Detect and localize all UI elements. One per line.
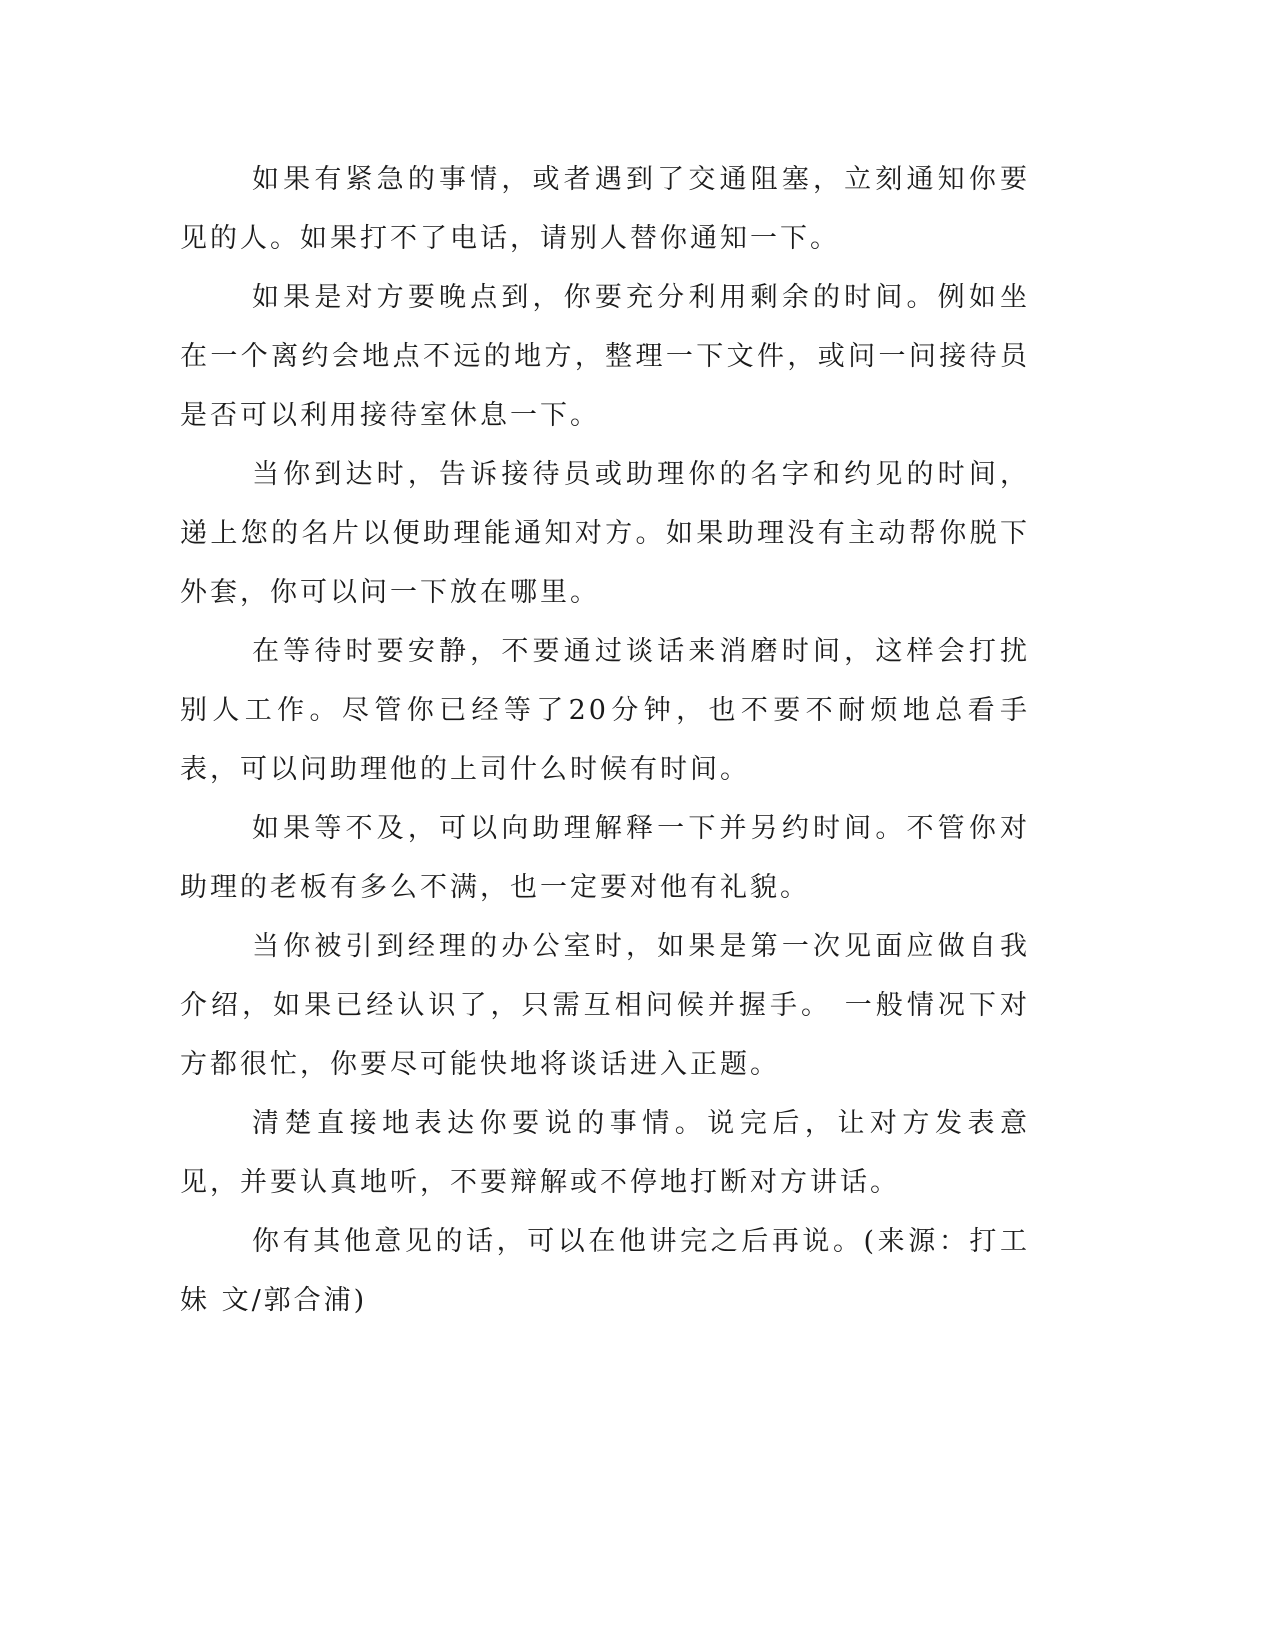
paragraph-7: 清楚直接地表达你要说的事情。说完后，让对方发表意见，并要认真地听，不要辩解或不停地打断对方讲话。 [180, 1108, 1030, 1198]
paragraph-1: 如果有紧急的事情，或者遇到了交通阻塞，立刻通知你要见的人。如果打不了电话，请别人替你通知一下。 [180, 164, 1030, 254]
paragraph-5: 如果等不及，可以向助理解释一下并另约时间。不管你对助理的老板有多么不满，也一定要对他有礼貌。 [180, 813, 1030, 903]
paragraph-6: 当你被引到经理的办公室时，如果是第一次见面应做自我介绍，如果已经认识了，只需互相问候并握手。 一般情况下对方都很忙，你要尽可能快地将谈话进入正题。 [180, 931, 1030, 1080]
paragraph-2: 如果是对方要晚点到，你要充分利用剩余的时间。例如坐在一个离约会地点不远的地方，整理一下文件，或问一问接待员是否可以利用接待室休息一下。 [180, 282, 1030, 431]
paragraph-4: 在等待时要安静，不要通过谈话来消磨时间，这样会打扰别人工作。尽管你已经等了20分钟，也不要不耐烦地总看手表，可以问助理他的上司什么时候有时间。 [180, 636, 1030, 785]
paragraph-3: 当你到达时，告诉接待员或助理你的名字和约见的时间，递上您的名片以便助理能通知对方。如果助理没有主动帮你脱下外套，你可以问一下放在哪里。 [180, 459, 1030, 608]
paragraph-8: 你有其他意见的话，可以在他讲完之后再说。(来源：打工妹 文/郭合浦) [180, 1226, 1030, 1316]
document-body [180, 150, 1030, 1330]
